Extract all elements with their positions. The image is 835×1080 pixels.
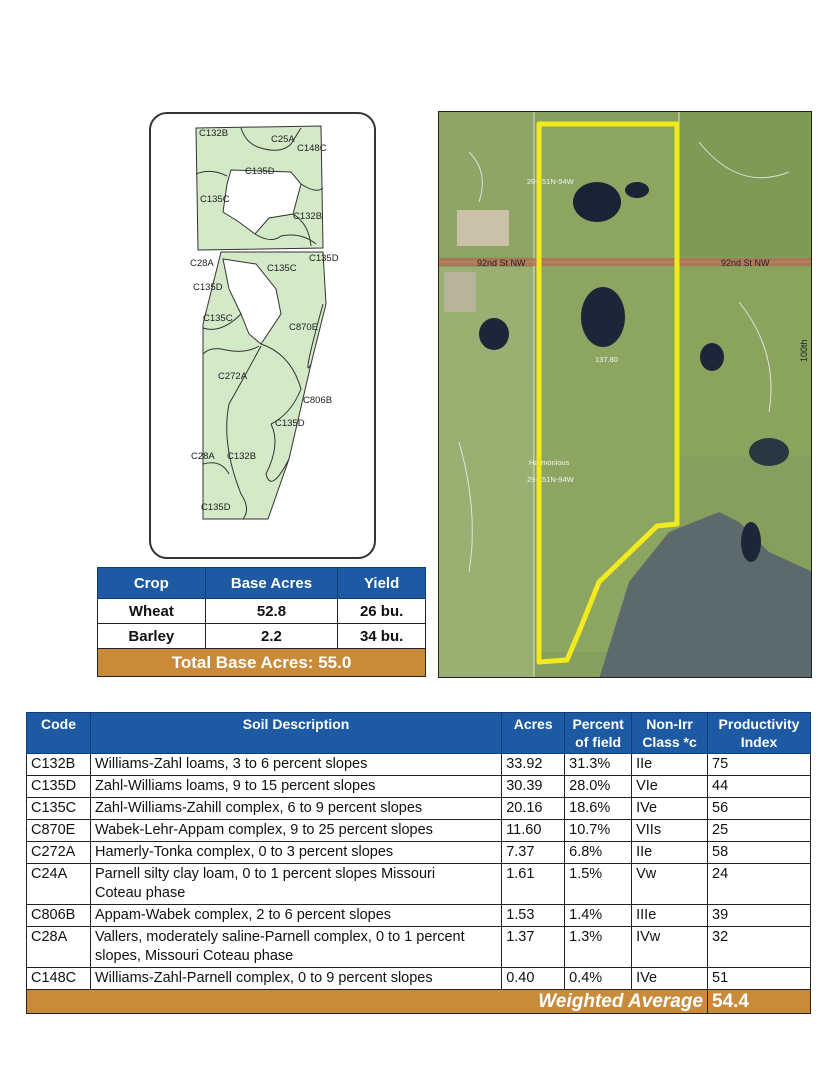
soil-label: C135D bbox=[201, 502, 231, 513]
soil-acres: 0.40 bbox=[502, 968, 565, 990]
total-row bbox=[98, 649, 426, 677]
pond bbox=[625, 182, 649, 198]
soil-label: C148C bbox=[297, 143, 327, 154]
soil-code: C870E bbox=[27, 820, 91, 842]
soil-class: VIIs bbox=[632, 820, 708, 842]
aerial-photo-panel bbox=[438, 111, 812, 678]
weighted-average-row bbox=[27, 990, 811, 1014]
table-row bbox=[27, 776, 811, 798]
soil-label: C132B bbox=[227, 451, 257, 462]
soil-class: IVw bbox=[632, 927, 708, 968]
plat-label: 137.80 bbox=[595, 355, 618, 364]
pond bbox=[573, 182, 621, 222]
soil-productivity-table bbox=[26, 712, 811, 1014]
pond bbox=[700, 343, 724, 371]
road-label: 92nd St NW bbox=[477, 258, 526, 268]
table-header-row bbox=[98, 568, 426, 599]
soil-description: Appam-Wabek complex, 2 to 6 percent slopes bbox=[90, 905, 501, 927]
table-row bbox=[27, 754, 811, 776]
table-row bbox=[27, 820, 811, 842]
crop-yield: 34 bu. bbox=[338, 624, 426, 649]
pond bbox=[749, 438, 789, 466]
total-label: Total Base Acres: bbox=[171, 652, 314, 672]
soil-label: C135D bbox=[275, 418, 305, 429]
soil-acres: 1.61 bbox=[502, 864, 565, 905]
soil-class: IIIe bbox=[632, 905, 708, 927]
soil-productivity: 58 bbox=[708, 842, 811, 864]
soil-description: Williams-Zahl loams, 3 to 6 percent slopes bbox=[90, 754, 501, 776]
table-row bbox=[27, 842, 811, 864]
soil-class: Vw bbox=[632, 864, 708, 905]
soil-code: C24A bbox=[27, 864, 91, 905]
soil-acres: 33.92 bbox=[502, 754, 565, 776]
road-label: 100th bbox=[799, 339, 809, 362]
column-header: Productivity Index bbox=[708, 713, 811, 754]
crop-base-acres: 52.8 bbox=[205, 599, 338, 624]
soil-class: IVe bbox=[632, 798, 708, 820]
soil-label: C135C bbox=[267, 263, 297, 274]
table-header-row bbox=[27, 713, 811, 754]
soil-productivity: 51 bbox=[708, 968, 811, 990]
plat-label: Harmonious bbox=[529, 458, 570, 467]
crop-base-acres-table bbox=[97, 567, 426, 677]
column-header: Soil Description bbox=[90, 713, 501, 754]
soil-percent: 6.8% bbox=[565, 842, 632, 864]
soil-table-body bbox=[27, 754, 811, 1014]
soil-acres: 11.60 bbox=[502, 820, 565, 842]
soil-acres: 1.37 bbox=[502, 927, 565, 968]
column-header: Acres bbox=[502, 713, 565, 754]
table-row bbox=[27, 798, 811, 820]
soil-acres: 20.16 bbox=[502, 798, 565, 820]
column-header: Yield bbox=[338, 568, 426, 599]
column-header: Percent of field bbox=[565, 713, 632, 754]
soil-acres: 1.53 bbox=[502, 905, 565, 927]
soil-label: C135D bbox=[245, 166, 275, 177]
soil-label: C132B bbox=[293, 211, 323, 222]
soil-class: IIe bbox=[632, 754, 708, 776]
column-header: Code bbox=[27, 713, 91, 754]
table-row bbox=[98, 624, 426, 649]
table-row bbox=[27, 864, 811, 905]
soil-label: C28A bbox=[190, 258, 214, 269]
table-row bbox=[98, 599, 426, 624]
soil-productivity: 44 bbox=[708, 776, 811, 798]
soil-label: C28A bbox=[191, 451, 215, 462]
soil-code: C135C bbox=[27, 798, 91, 820]
soil-label: C25A bbox=[271, 134, 295, 145]
soil-productivity: 24 bbox=[708, 864, 811, 905]
soil-code: C135D bbox=[27, 776, 91, 798]
pond bbox=[581, 287, 625, 347]
soil-percent: 10.7% bbox=[565, 820, 632, 842]
weighted-average-value: 54.4 bbox=[708, 990, 811, 1014]
road-label: 92nd St NW bbox=[721, 258, 770, 268]
soil-label: C272A bbox=[218, 371, 248, 382]
soil-productivity: 25 bbox=[708, 820, 811, 842]
soil-description: Vallers, moderately saline-Parnell complex, 0 to 1 percent slopes, Missouri Coteau phase bbox=[90, 927, 501, 968]
soil-label: C135C bbox=[203, 313, 233, 324]
soil-description: Zahl-Williams loams, 9 to 15 percent slopes bbox=[90, 776, 501, 798]
soil-label: C870E bbox=[289, 322, 319, 333]
soil-code: C28A bbox=[27, 927, 91, 968]
soil-percent: 1.3% bbox=[565, 927, 632, 968]
soil-map-panel bbox=[149, 112, 376, 559]
soil-description: Parnell silty clay loam, 0 to 1 percent slopes Missouri Coteau phase bbox=[90, 864, 501, 905]
soil-code: C132B bbox=[27, 754, 91, 776]
soil-productivity: 75 bbox=[708, 754, 811, 776]
soil-code: C272A bbox=[27, 842, 91, 864]
plat-label: 29-151N-94W bbox=[527, 475, 574, 484]
soil-label: C806B bbox=[303, 395, 333, 406]
soil-description: Williams-Zahl-Parnell complex, 0 to 9 percent slopes bbox=[90, 968, 501, 990]
weighted-average-label: Weighted Average bbox=[27, 990, 708, 1014]
crop-name: Wheat bbox=[98, 599, 206, 624]
total-value: 55.0 bbox=[318, 652, 352, 672]
column-header: Crop bbox=[98, 568, 206, 599]
crop-base-acres: 2.2 bbox=[205, 624, 338, 649]
column-header: Non-Irr Class *c bbox=[632, 713, 708, 754]
soil-percent: 31.3% bbox=[565, 754, 632, 776]
plat-label: 20-151N-94W bbox=[527, 177, 574, 186]
soil-productivity: 56 bbox=[708, 798, 811, 820]
table-row bbox=[27, 968, 811, 990]
soil-label: C132B bbox=[199, 128, 229, 139]
soil-acres: 7.37 bbox=[502, 842, 565, 864]
soil-percent: 1.4% bbox=[565, 905, 632, 927]
soil-description: Wabek-Lehr-Appam complex, 9 to 25 percent slopes bbox=[90, 820, 501, 842]
column-header: Base Acres bbox=[205, 568, 338, 599]
soil-class: IVe bbox=[632, 968, 708, 990]
soil-description: Hamerly-Tonka complex, 0 to 3 percent slopes bbox=[90, 842, 501, 864]
crop-yield: 26 bu. bbox=[338, 599, 426, 624]
soil-code: C148C bbox=[27, 968, 91, 990]
aerial-photo-drawing bbox=[439, 112, 812, 678]
soil-label: C135D bbox=[309, 253, 339, 264]
soil-class: IIe bbox=[632, 842, 708, 864]
soil-percent: 1.5% bbox=[565, 864, 632, 905]
crop-name: Barley bbox=[98, 624, 206, 649]
soil-percent: 0.4% bbox=[565, 968, 632, 990]
soil-label: C135D bbox=[193, 282, 223, 293]
soil-percent: 18.6% bbox=[565, 798, 632, 820]
table-row bbox=[27, 927, 811, 968]
soil-productivity: 39 bbox=[708, 905, 811, 927]
soil-percent: 28.0% bbox=[565, 776, 632, 798]
soil-class: VIe bbox=[632, 776, 708, 798]
total-base-acres bbox=[98, 649, 426, 677]
soil-acres: 30.39 bbox=[502, 776, 565, 798]
soil-productivity: 32 bbox=[708, 927, 811, 968]
soil-description: Zahl-Williams-Zahill complex, 6 to 9 percent slopes bbox=[90, 798, 501, 820]
soil-map-drawing bbox=[151, 114, 376, 559]
soil-label: C135C bbox=[200, 194, 230, 205]
pond bbox=[741, 522, 761, 562]
table-row bbox=[27, 905, 811, 927]
soil-code: C806B bbox=[27, 905, 91, 927]
pond bbox=[479, 318, 509, 350]
